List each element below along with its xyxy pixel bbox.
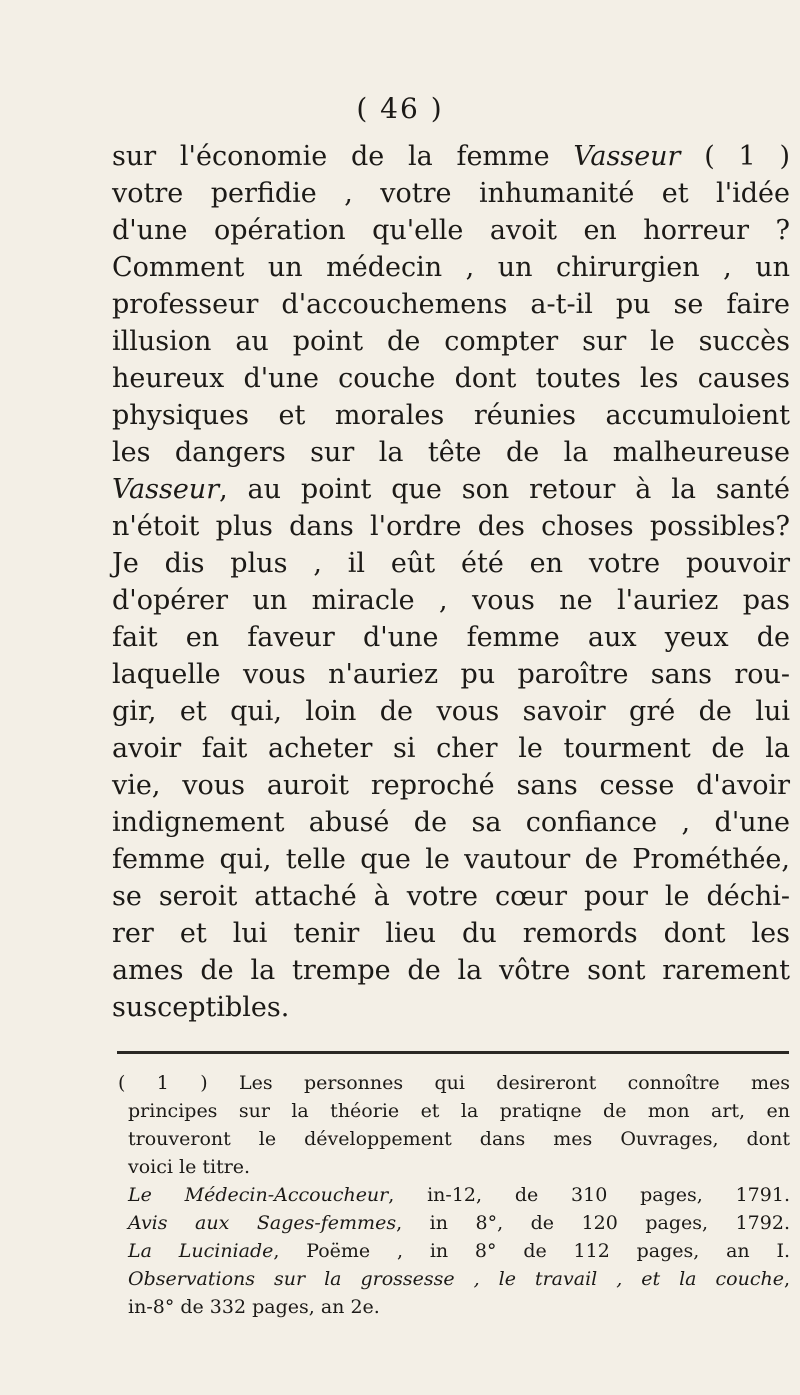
text-run: sur l'économie de la femme [112,141,574,172]
text-run: se seroit attaché à votre cœur pour le déchi- [112,881,790,912]
text-run: votre perfidie , votre inhumanité et l'idée [112,178,790,209]
text-run: ( 1 ) [680,141,790,172]
body-line [112,915,790,952]
text-run: ames de la trempe de la vôtre sont rarement [112,955,790,986]
body-line [112,508,790,545]
italic-text: Vasseur [112,474,220,505]
body-line [112,323,790,360]
text-run: indignement abusé de sa confiance , d'une [112,807,790,838]
text-run: laquelle vous n'auriez pu paroître sans rou- [112,659,790,690]
italic-text: Vasseur [573,141,681,172]
text-run: , in-12, de 310 pages, 1791. [388,1184,790,1206]
body-line [112,582,790,619]
body-line [112,989,790,1026]
body-line [112,878,790,915]
footnote-line [118,1097,790,1125]
footnote-line [118,1153,790,1181]
body-line [112,434,790,471]
text-run: d'opérer un miracle , vous ne l'auriez pas [112,585,790,616]
body-line [112,767,790,804]
body-line [112,212,790,249]
text-run: , in 8°, de 120 pages, 1792. [396,1212,790,1234]
text-run: fait en faveur d'une femme aux yeux de [112,622,790,653]
text-run: n'étoit plus dans l'ordre des choses possibles? [112,511,790,542]
footnote-line [118,1125,790,1153]
text-run: , au point que son retour à la santé [219,474,790,505]
text-run: avoir fait acheter si cher le tourment de la [112,733,790,764]
body-line [112,730,790,767]
body-line [112,952,790,989]
text-run: ( 1 ) Les personnes qui desireront connoître mes [118,1072,790,1094]
body-line [112,471,790,508]
text-run: in-8° de 332 pages, an 2e. [128,1296,380,1318]
page-number: ( 46 ) [356,92,444,125]
text-run: gir, et qui, loin de vous savoir gré de lui [112,696,790,727]
body-line [112,841,790,878]
italic-text: La Luciniade [128,1240,274,1262]
italic-text: Avis aux Sages-femmes [128,1212,397,1234]
body-line [112,656,790,693]
text-run: , Poëme , in 8° de 112 pages, an I. [273,1240,791,1262]
text-run: principes sur la théorie et la pratiqne de mon art, en [128,1100,790,1122]
body-line [112,286,790,323]
footnote-line [118,1293,790,1321]
footnote-line [118,1209,790,1237]
text-run: femme qui, telle que le vautour de Prométhée, [112,844,790,875]
italic-text: Observations sur la grossesse , le travail , et la couche [128,1268,784,1290]
text-run: Comment un médecin , un chirurgien , un [112,252,790,283]
text-run: illusion au point de compter sur le succès [112,326,790,357]
body-line [112,175,790,212]
text-run: d'une opération qu'elle avoit en horreur ? [112,215,790,246]
text-run: , [783,1268,790,1290]
text-run: Je dis plus , il eût été en votre pouvoir [112,548,790,579]
footnote-line [118,1181,790,1209]
text-run: trouveront le développement dans mes Ouvrages, dont [128,1128,790,1150]
footnote-line [118,1237,790,1265]
text-run: voici le titre. [128,1156,251,1178]
body-line [112,804,790,841]
footnote [118,1069,790,1321]
body-line [112,545,790,582]
text-run: professeur d'accouchemens a-t-il pu se faire [112,289,790,320]
body-line [112,138,790,175]
body-line [112,360,790,397]
text-run: susceptibles. [112,992,290,1023]
italic-text: Le Médecin-Accoucheur [128,1184,389,1206]
text-run: vie, vous auroit reproché sans cesse d'avoir [112,770,790,801]
body-line [112,693,790,730]
text-run: les dangers sur la tête de la malheureuse [112,437,790,468]
footnote-line [118,1265,790,1293]
footnote-separator [117,1051,789,1054]
footnote-line [118,1069,790,1097]
main-text [112,138,790,1026]
body-line [112,619,790,656]
body-line [112,249,790,286]
text-run: heureux d'une couche dont toutes les causes [112,363,790,394]
text-run: rer et lui tenir lieu du remords dont les [112,918,790,949]
body-line [112,397,790,434]
text-run: physiques et morales réunies accumuloient [112,400,790,431]
